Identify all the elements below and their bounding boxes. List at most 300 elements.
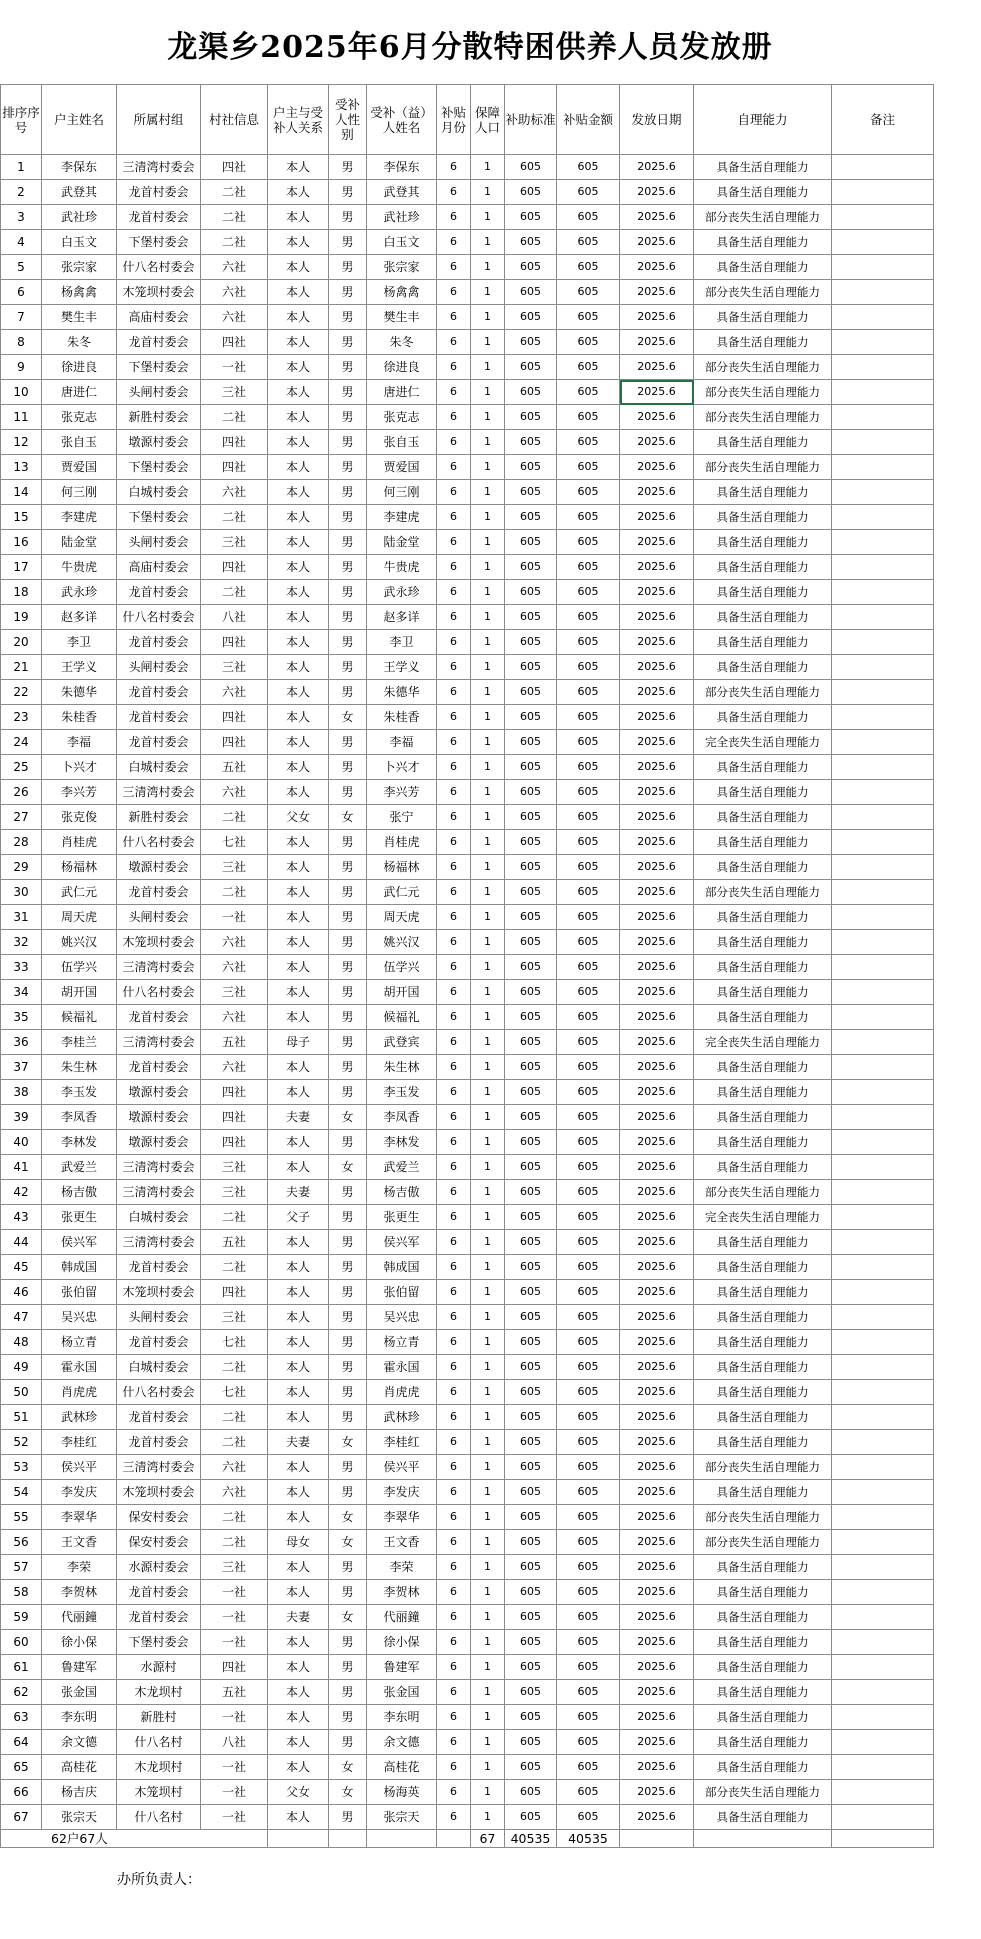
cell-self-care[interactable]: 具备生活自理能力 xyxy=(694,1155,832,1180)
cell-payment-date[interactable]: 2025.6 xyxy=(620,1530,694,1555)
cell-remarks[interactable] xyxy=(832,1755,934,1780)
cell-village[interactable]: 龙首村委会 xyxy=(117,1255,201,1280)
cell-subsidy-month[interactable]: 6 xyxy=(437,1455,471,1480)
cell-village[interactable]: 下堡村委会 xyxy=(117,1630,201,1655)
cell-subsidy-standard[interactable]: 605 xyxy=(505,1330,557,1355)
cell-payment-date[interactable]: 2025.6 xyxy=(620,1355,694,1380)
cell-gender[interactable]: 男 xyxy=(329,1555,367,1580)
cell-payment-date[interactable]: 2025.6 xyxy=(620,655,694,680)
cell-remarks[interactable] xyxy=(832,1355,934,1380)
cell-payment-date[interactable]: 2025.6 xyxy=(620,1305,694,1330)
cell-subsidy-amount[interactable]: 605 xyxy=(557,755,620,780)
cell-village-group[interactable]: 三社 xyxy=(201,655,268,680)
cell-self-care[interactable]: 具备生活自理能力 xyxy=(694,980,832,1005)
cell-payment-date[interactable]: 2025.6 xyxy=(620,580,694,605)
cell-self-care[interactable]: 部分丧失生活自理能力 xyxy=(694,680,832,705)
cell-subsidy-amount[interactable]: 605 xyxy=(557,1005,620,1030)
cell-covered-persons[interactable]: 1 xyxy=(471,380,505,405)
cell-payment-date[interactable]: 2025.6 xyxy=(620,855,694,880)
cell-village-group[interactable]: 五社 xyxy=(201,755,268,780)
cell-remarks[interactable] xyxy=(832,880,934,905)
cell-seq[interactable]: 35 xyxy=(1,1005,42,1030)
cell-village[interactable]: 龙首村委会 xyxy=(117,1405,201,1430)
cell-subsidy-standard[interactable]: 605 xyxy=(505,1605,557,1630)
cell-subsidy-standard[interactable]: 605 xyxy=(505,1455,557,1480)
cell-covered-persons[interactable]: 1 xyxy=(471,1530,505,1555)
cell-subsidy-standard[interactable]: 605 xyxy=(505,230,557,255)
cell-covered-persons[interactable]: 1 xyxy=(471,305,505,330)
cell-village-group[interactable]: 五社 xyxy=(201,1680,268,1705)
cell-subsidy-amount[interactable]: 605 xyxy=(557,1305,620,1330)
cell-subsidy-standard[interactable]: 605 xyxy=(505,830,557,855)
cell-payment-date[interactable]: 2025.6 xyxy=(620,605,694,630)
cell-covered-persons[interactable]: 1 xyxy=(471,555,505,580)
cell-self-care[interactable]: 具备生活自理能力 xyxy=(694,1705,832,1730)
cell-village[interactable]: 木龙坝村 xyxy=(117,1680,201,1705)
cell-covered-persons[interactable]: 1 xyxy=(471,280,505,305)
cell-beneficiary-name[interactable]: 肖桂虎 xyxy=(367,830,437,855)
total-population[interactable]: 67 xyxy=(471,1830,505,1848)
cell-subsidy-standard[interactable]: 605 xyxy=(505,205,557,230)
cell-village[interactable]: 龙首村委会 xyxy=(117,1605,201,1630)
cell-gender[interactable]: 男 xyxy=(329,880,367,905)
cell-remarks[interactable] xyxy=(832,455,934,480)
cell-seq[interactable]: 54 xyxy=(1,1480,42,1505)
cell-covered-persons[interactable]: 1 xyxy=(471,480,505,505)
cell-village[interactable]: 三清湾村委会 xyxy=(117,780,201,805)
cell-covered-persons[interactable]: 1 xyxy=(471,680,505,705)
cell-covered-persons[interactable]: 1 xyxy=(471,705,505,730)
cell-household-head[interactable]: 候福礼 xyxy=(42,1005,117,1030)
cell-self-care[interactable]: 具备生活自理能力 xyxy=(694,505,832,530)
cell-subsidy-month[interactable]: 6 xyxy=(437,1405,471,1430)
cell-payment-date[interactable]: 2025.6 xyxy=(620,1230,694,1255)
cell-seq[interactable]: 51 xyxy=(1,1405,42,1430)
cell-covered-persons[interactable]: 1 xyxy=(471,505,505,530)
cell-subsidy-amount[interactable]: 605 xyxy=(557,480,620,505)
cell-remarks[interactable] xyxy=(832,1280,934,1305)
cell-household-head[interactable]: 武登其 xyxy=(42,180,117,205)
cell-covered-persons[interactable]: 1 xyxy=(471,330,505,355)
cell-relationship[interactable]: 本人 xyxy=(268,730,329,755)
cell-relationship[interactable]: 本人 xyxy=(268,155,329,180)
cell-village[interactable]: 头闸村委会 xyxy=(117,530,201,555)
cell-subsidy-standard[interactable]: 605 xyxy=(505,1055,557,1080)
cell-relationship[interactable]: 本人 xyxy=(268,930,329,955)
cell-gender[interactable]: 男 xyxy=(329,680,367,705)
cell-self-care[interactable]: 具备生活自理能力 xyxy=(694,555,832,580)
cell-covered-persons[interactable]: 1 xyxy=(471,1805,505,1830)
cell-subsidy-standard[interactable]: 605 xyxy=(505,980,557,1005)
cell-household-head[interactable]: 卜兴才 xyxy=(42,755,117,780)
cell-beneficiary-name[interactable]: 白玉文 xyxy=(367,230,437,255)
cell-self-care[interactable]: 具备生活自理能力 xyxy=(694,905,832,930)
cell-gender[interactable]: 男 xyxy=(329,1330,367,1355)
cell-gender[interactable]: 男 xyxy=(329,1080,367,1105)
cell-household-head[interactable]: 李玉发 xyxy=(42,1080,117,1105)
cell-seq[interactable]: 9 xyxy=(1,355,42,380)
cell-household-head[interactable]: 王文香 xyxy=(42,1530,117,1555)
cell-household-head[interactable]: 李林发 xyxy=(42,1130,117,1155)
cell-seq[interactable]: 27 xyxy=(1,805,42,830)
cell-beneficiary-name[interactable]: 杨福林 xyxy=(367,855,437,880)
cell-household-head[interactable]: 杨福林 xyxy=(42,855,117,880)
cell-seq[interactable]: 40 xyxy=(1,1130,42,1155)
cell-village-group[interactable]: 二社 xyxy=(201,505,268,530)
cell-self-care[interactable]: 部分丧失生活自理能力 xyxy=(694,1780,832,1805)
cell-subsidy-standard[interactable]: 605 xyxy=(505,705,557,730)
cell-relationship[interactable]: 本人 xyxy=(268,1080,329,1105)
cell-village[interactable]: 龙首村委会 xyxy=(117,1430,201,1455)
cell-household-head[interactable]: 肖桂虎 xyxy=(42,830,117,855)
cell-subsidy-standard[interactable]: 605 xyxy=(505,555,557,580)
cell-subsidy-amount[interactable]: 605 xyxy=(557,1805,620,1830)
cell-relationship[interactable]: 本人 xyxy=(268,1805,329,1830)
cell-village[interactable]: 龙首村委会 xyxy=(117,1330,201,1355)
cell-payment-date[interactable]: 2025.6 xyxy=(620,480,694,505)
cell-seq[interactable]: 34 xyxy=(1,980,42,1005)
cell-covered-persons[interactable]: 1 xyxy=(471,205,505,230)
cell-subsidy-standard[interactable]: 605 xyxy=(505,1780,557,1805)
cell-beneficiary-name[interactable]: 武爱兰 xyxy=(367,1155,437,1180)
cell-beneficiary-name[interactable]: 胡开国 xyxy=(367,980,437,1005)
cell-gender[interactable]: 男 xyxy=(329,405,367,430)
cell-relationship[interactable]: 本人 xyxy=(268,580,329,605)
cell-seq[interactable]: 63 xyxy=(1,1705,42,1730)
cell-beneficiary-name[interactable]: 李玉发 xyxy=(367,1080,437,1105)
cell-seq[interactable]: 52 xyxy=(1,1430,42,1455)
cell-seq[interactable]: 43 xyxy=(1,1205,42,1230)
cell-village[interactable]: 什八名村 xyxy=(117,1730,201,1755)
cell-remarks[interactable] xyxy=(832,430,934,455)
cell-covered-persons[interactable]: 1 xyxy=(471,1055,505,1080)
cell-subsidy-standard[interactable]: 605 xyxy=(505,1480,557,1505)
cell-remarks[interactable] xyxy=(832,805,934,830)
cell-self-care[interactable]: 具备生活自理能力 xyxy=(694,1580,832,1605)
cell-self-care[interactable]: 具备生活自理能力 xyxy=(694,1605,832,1630)
cell-village-group[interactable]: 四社 xyxy=(201,555,268,580)
cell-seq[interactable]: 13 xyxy=(1,455,42,480)
cell-village[interactable]: 木笼坝村 xyxy=(117,1780,201,1805)
cell-subsidy-month[interactable]: 6 xyxy=(437,1580,471,1605)
cell-relationship[interactable]: 本人 xyxy=(268,1255,329,1280)
cell-seq[interactable]: 66 xyxy=(1,1780,42,1805)
cell-covered-persons[interactable]: 1 xyxy=(471,1780,505,1805)
cell-payment-date[interactable]: 2025.6 xyxy=(620,305,694,330)
cell-relationship[interactable]: 本人 xyxy=(268,1280,329,1305)
cell-subsidy-amount[interactable]: 605 xyxy=(557,955,620,980)
cell-remarks[interactable] xyxy=(832,830,934,855)
cell-seq[interactable]: 38 xyxy=(1,1080,42,1105)
cell-beneficiary-name[interactable]: 李建虎 xyxy=(367,505,437,530)
cell-gender[interactable]: 男 xyxy=(329,1230,367,1255)
cell-covered-persons[interactable]: 1 xyxy=(471,855,505,880)
cell-household-head[interactable]: 杨禽禽 xyxy=(42,280,117,305)
cell-beneficiary-name[interactable]: 李凤香 xyxy=(367,1105,437,1130)
cell-village[interactable]: 墩源村委会 xyxy=(117,1080,201,1105)
cell-self-care[interactable]: 具备生活自理能力 xyxy=(694,705,832,730)
cell-subsidy-amount[interactable]: 605 xyxy=(557,1455,620,1480)
cell-village[interactable]: 龙首村委会 xyxy=(117,205,201,230)
cell-self-care[interactable]: 具备生活自理能力 xyxy=(694,155,832,180)
cell-village-group[interactable]: 八社 xyxy=(201,605,268,630)
cell-covered-persons[interactable]: 1 xyxy=(471,1555,505,1580)
cell-gender[interactable]: 男 xyxy=(329,1655,367,1680)
cell-village-group[interactable]: 二社 xyxy=(201,1255,268,1280)
cell-household-head[interactable]: 徐进良 xyxy=(42,355,117,380)
cell-beneficiary-name[interactable]: 张伯留 xyxy=(367,1280,437,1305)
cell-village[interactable]: 什八名村委会 xyxy=(117,255,201,280)
cell-payment-date[interactable]: 2025.6 xyxy=(620,1080,694,1105)
cell-seq[interactable]: 50 xyxy=(1,1380,42,1405)
cell-subsidy-standard[interactable]: 605 xyxy=(505,1255,557,1280)
cell-relationship[interactable]: 本人 xyxy=(268,830,329,855)
cell-subsidy-month[interactable]: 6 xyxy=(437,1180,471,1205)
cell-seq[interactable]: 37 xyxy=(1,1055,42,1080)
cell-beneficiary-name[interactable]: 徐进良 xyxy=(367,355,437,380)
table-cell[interactable] xyxy=(268,1830,329,1848)
cell-village[interactable]: 下堡村委会 xyxy=(117,230,201,255)
cell-relationship[interactable]: 本人 xyxy=(268,480,329,505)
cell-village[interactable]: 龙首村委会 xyxy=(117,705,201,730)
cell-relationship[interactable]: 本人 xyxy=(268,605,329,630)
cell-subsidy-month[interactable]: 6 xyxy=(437,505,471,530)
cell-household-head[interactable]: 武林珍 xyxy=(42,1405,117,1430)
cell-gender[interactable]: 女 xyxy=(329,1530,367,1555)
cell-payment-date[interactable]: 2025.6 xyxy=(620,230,694,255)
cell-village-group[interactable]: 六社 xyxy=(201,1005,268,1030)
cell-subsidy-month[interactable]: 6 xyxy=(437,355,471,380)
cell-remarks[interactable] xyxy=(832,1630,934,1655)
cell-household-head[interactable]: 贾爱国 xyxy=(42,455,117,480)
cell-payment-date[interactable]: 2025.6 xyxy=(620,1505,694,1530)
cell-relationship[interactable]: 本人 xyxy=(268,655,329,680)
cell-remarks[interactable] xyxy=(832,1080,934,1105)
cell-gender[interactable]: 男 xyxy=(329,180,367,205)
cell-relationship[interactable]: 本人 xyxy=(268,905,329,930)
cell-self-care[interactable]: 具备生活自理能力 xyxy=(694,530,832,555)
cell-seq[interactable]: 2 xyxy=(1,180,42,205)
cell-subsidy-amount[interactable]: 605 xyxy=(557,1630,620,1655)
cell-gender[interactable]: 女 xyxy=(329,1430,367,1455)
cell-relationship[interactable]: 本人 xyxy=(268,380,329,405)
cell-beneficiary-name[interactable]: 张自玉 xyxy=(367,430,437,455)
cell-covered-persons[interactable]: 1 xyxy=(471,355,505,380)
cell-gender[interactable]: 男 xyxy=(329,530,367,555)
cell-subsidy-amount[interactable]: 605 xyxy=(557,805,620,830)
cell-subsidy-month[interactable]: 6 xyxy=(437,430,471,455)
cell-subsidy-month[interactable]: 6 xyxy=(437,1530,471,1555)
cell-seq[interactable]: 33 xyxy=(1,955,42,980)
cell-subsidy-standard[interactable]: 605 xyxy=(505,880,557,905)
cell-subsidy-standard[interactable]: 605 xyxy=(505,505,557,530)
cell-subsidy-amount[interactable]: 605 xyxy=(557,1105,620,1130)
cell-seq[interactable]: 41 xyxy=(1,1155,42,1180)
cell-household-head[interactable]: 李翠华 xyxy=(42,1505,117,1530)
cell-village-group[interactable]: 六社 xyxy=(201,780,268,805)
cell-seq[interactable]: 14 xyxy=(1,480,42,505)
cell-village-group[interactable]: 六社 xyxy=(201,1055,268,1080)
cell-subsidy-amount[interactable]: 605 xyxy=(557,605,620,630)
cell-payment-date[interactable]: 2025.6 xyxy=(620,280,694,305)
cell-gender[interactable]: 男 xyxy=(329,480,367,505)
cell-village[interactable]: 墩源村委会 xyxy=(117,1105,201,1130)
cell-seq[interactable]: 8 xyxy=(1,330,42,355)
cell-subsidy-amount[interactable]: 605 xyxy=(557,155,620,180)
cell-subsidy-standard[interactable]: 605 xyxy=(505,1280,557,1305)
cell-subsidy-standard[interactable]: 605 xyxy=(505,1305,557,1330)
cell-covered-persons[interactable]: 1 xyxy=(471,1080,505,1105)
cell-subsidy-month[interactable]: 6 xyxy=(437,1305,471,1330)
cell-gender[interactable]: 男 xyxy=(329,555,367,580)
cell-seq[interactable]: 21 xyxy=(1,655,42,680)
cell-self-care[interactable]: 具备生活自理能力 xyxy=(694,480,832,505)
cell-self-care[interactable]: 部分丧失生活自理能力 xyxy=(694,355,832,380)
cell-payment-date[interactable]: 2025.6 xyxy=(620,980,694,1005)
cell-self-care[interactable]: 具备生活自理能力 xyxy=(694,430,832,455)
cell-gender[interactable]: 男 xyxy=(329,1180,367,1205)
cell-subsidy-standard[interactable]: 605 xyxy=(505,1630,557,1655)
cell-relationship[interactable]: 本人 xyxy=(268,1480,329,1505)
cell-relationship[interactable]: 本人 xyxy=(268,430,329,455)
cell-relationship[interactable]: 本人 xyxy=(268,880,329,905)
cell-subsidy-amount[interactable]: 605 xyxy=(557,1430,620,1455)
cell-village-group[interactable]: 一社 xyxy=(201,1805,268,1830)
cell-subsidy-standard[interactable]: 605 xyxy=(505,1155,557,1180)
cell-subsidy-month[interactable]: 6 xyxy=(437,380,471,405)
cell-subsidy-standard[interactable]: 605 xyxy=(505,755,557,780)
cell-subsidy-amount[interactable]: 605 xyxy=(557,930,620,955)
cell-gender[interactable]: 女 xyxy=(329,1155,367,1180)
cell-payment-date[interactable]: 2025.6 xyxy=(620,205,694,230)
cell-gender[interactable]: 女 xyxy=(329,1605,367,1630)
cell-payment-date[interactable]: 2025.6 xyxy=(620,380,694,405)
cell-subsidy-month[interactable]: 6 xyxy=(437,1380,471,1405)
cell-remarks[interactable] xyxy=(832,1655,934,1680)
cell-gender[interactable]: 男 xyxy=(329,1805,367,1830)
cell-village[interactable]: 龙首村委会 xyxy=(117,1005,201,1030)
cell-subsidy-month[interactable]: 6 xyxy=(437,780,471,805)
cell-remarks[interactable] xyxy=(832,1030,934,1055)
cell-gender[interactable]: 男 xyxy=(329,1705,367,1730)
cell-gender[interactable]: 男 xyxy=(329,255,367,280)
cell-remarks[interactable] xyxy=(832,405,934,430)
cell-gender[interactable]: 男 xyxy=(329,1205,367,1230)
cell-remarks[interactable] xyxy=(832,1455,934,1480)
cell-covered-persons[interactable]: 1 xyxy=(471,1680,505,1705)
cell-gender[interactable]: 女 xyxy=(329,1505,367,1530)
cell-subsidy-month[interactable]: 6 xyxy=(437,555,471,580)
cell-subsidy-standard[interactable]: 605 xyxy=(505,355,557,380)
cell-household-head[interactable]: 武爱兰 xyxy=(42,1155,117,1180)
cell-subsidy-amount[interactable]: 605 xyxy=(557,630,620,655)
cell-payment-date[interactable]: 2025.6 xyxy=(620,180,694,205)
cell-payment-date[interactable]: 2025.6 xyxy=(620,1030,694,1055)
cell-village-group[interactable]: 五社 xyxy=(201,1230,268,1255)
cell-subsidy-month[interactable]: 6 xyxy=(437,1355,471,1380)
cell-remarks[interactable] xyxy=(832,480,934,505)
cell-relationship[interactable]: 本人 xyxy=(268,955,329,980)
cell-gender[interactable]: 男 xyxy=(329,1480,367,1505)
cell-relationship[interactable]: 本人 xyxy=(268,1505,329,1530)
cell-self-care[interactable]: 部分丧失生活自理能力 xyxy=(694,405,832,430)
cell-village-group[interactable]: 六社 xyxy=(201,480,268,505)
cell-village[interactable]: 高庙村委会 xyxy=(117,555,201,580)
cell-gender[interactable]: 男 xyxy=(329,1280,367,1305)
cell-beneficiary-name[interactable]: 武登其 xyxy=(367,180,437,205)
cell-village[interactable]: 三清湾村委会 xyxy=(117,1030,201,1055)
cell-remarks[interactable] xyxy=(832,1055,934,1080)
cell-relationship[interactable]: 本人 xyxy=(268,1705,329,1730)
cell-seq[interactable]: 30 xyxy=(1,880,42,905)
cell-subsidy-month[interactable]: 6 xyxy=(437,1630,471,1655)
cell-subsidy-month[interactable]: 6 xyxy=(437,1480,471,1505)
cell-household-head[interactable]: 韩成国 xyxy=(42,1255,117,1280)
cell-covered-persons[interactable]: 1 xyxy=(471,1630,505,1655)
cell-relationship[interactable]: 父女 xyxy=(268,1780,329,1805)
cell-beneficiary-name[interactable]: 周天虎 xyxy=(367,905,437,930)
cell-subsidy-standard[interactable]: 605 xyxy=(505,430,557,455)
cell-relationship[interactable]: 本人 xyxy=(268,330,329,355)
cell-seq[interactable]: 20 xyxy=(1,630,42,655)
cell-relationship[interactable]: 本人 xyxy=(268,1005,329,1030)
cell-subsidy-month[interactable]: 6 xyxy=(437,1705,471,1730)
cell-subsidy-month[interactable]: 6 xyxy=(437,1130,471,1155)
cell-remarks[interactable] xyxy=(832,730,934,755)
cell-village-group[interactable]: 三社 xyxy=(201,1155,268,1180)
cell-payment-date[interactable]: 2025.6 xyxy=(620,930,694,955)
cell-self-care[interactable]: 具备生活自理能力 xyxy=(694,855,832,880)
cell-subsidy-month[interactable]: 6 xyxy=(437,1205,471,1230)
cell-beneficiary-name[interactable]: 张金国 xyxy=(367,1680,437,1705)
cell-remarks[interactable] xyxy=(832,1230,934,1255)
cell-remarks[interactable] xyxy=(832,855,934,880)
cell-payment-date[interactable]: 2025.6 xyxy=(620,1655,694,1680)
cell-household-head[interactable]: 李福 xyxy=(42,730,117,755)
cell-seq[interactable]: 1 xyxy=(1,155,42,180)
cell-covered-persons[interactable]: 1 xyxy=(471,780,505,805)
cell-household-head[interactable]: 李兴芳 xyxy=(42,780,117,805)
cell-village[interactable]: 三清湾村委会 xyxy=(117,955,201,980)
cell-village-group[interactable]: 四社 xyxy=(201,1280,268,1305)
cell-village-group[interactable]: 六社 xyxy=(201,1455,268,1480)
cell-gender[interactable]: 男 xyxy=(329,155,367,180)
cell-subsidy-standard[interactable]: 605 xyxy=(505,1380,557,1405)
cell-seq[interactable]: 19 xyxy=(1,605,42,630)
cell-covered-persons[interactable]: 1 xyxy=(471,230,505,255)
cell-beneficiary-name[interactable]: 李保东 xyxy=(367,155,437,180)
cell-village-group[interactable]: 二社 xyxy=(201,1430,268,1455)
cell-payment-date[interactable]: 2025.6 xyxy=(620,730,694,755)
cell-beneficiary-name[interactable]: 徐小保 xyxy=(367,1630,437,1655)
cell-self-care[interactable]: 具备生活自理能力 xyxy=(694,1105,832,1130)
cell-village[interactable]: 白城村委会 xyxy=(117,1205,201,1230)
cell-gender[interactable]: 男 xyxy=(329,1680,367,1705)
cell-village-group[interactable]: 二社 xyxy=(201,1405,268,1430)
cell-subsidy-standard[interactable]: 605 xyxy=(505,530,557,555)
cell-relationship[interactable]: 本人 xyxy=(268,1405,329,1430)
cell-self-care[interactable]: 具备生活自理能力 xyxy=(694,305,832,330)
cell-household-head[interactable]: 李东明 xyxy=(42,1705,117,1730)
cell-seq[interactable]: 44 xyxy=(1,1230,42,1255)
cell-subsidy-month[interactable]: 6 xyxy=(437,1280,471,1305)
cell-village[interactable]: 什八名村委会 xyxy=(117,830,201,855)
cell-beneficiary-name[interactable]: 余文德 xyxy=(367,1730,437,1755)
cell-beneficiary-name[interactable]: 杨吉傲 xyxy=(367,1180,437,1205)
cell-seq[interactable]: 45 xyxy=(1,1255,42,1280)
cell-subsidy-month[interactable]: 6 xyxy=(437,730,471,755)
cell-relationship[interactable]: 本人 xyxy=(268,1130,329,1155)
